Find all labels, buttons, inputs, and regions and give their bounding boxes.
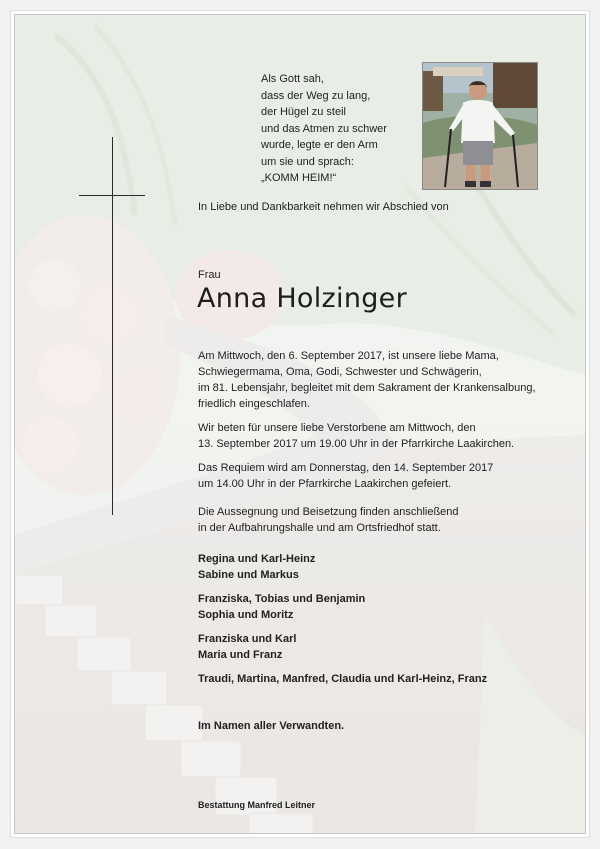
poem-line: dass der Weg zu lang,	[261, 89, 371, 102]
prayer-notice	[198, 420, 578, 452]
text-line: 13. September 2017 um 19.00 Uhr in der Pfarrkirche Laakirchen.	[198, 438, 515, 450]
poem-line: Als Gott sah,	[261, 73, 324, 85]
closing-line: Im Namen aller Verwandten.	[198, 720, 345, 732]
mourners-list	[198, 551, 487, 695]
burial-notice	[198, 504, 578, 536]
text-line: Die Aussegnung und Beisetzung finden anschließend	[198, 506, 459, 518]
text-line: in der Aufbahrungshalle und am Ortsfriedhof statt.	[198, 522, 441, 534]
obituary-card	[14, 14, 586, 834]
poem-line: „KOMM HEIM!“	[261, 172, 337, 184]
text-line: Schwiegermama, Oma, Godi, Schwester und Schwägerin,	[198, 366, 482, 378]
family-line: Franziska, Tobias und Benjamin	[198, 593, 366, 605]
deceased-name: Anna Holzinger	[197, 283, 407, 314]
family-line: Sophia und Moritz	[198, 609, 294, 621]
poem	[261, 71, 441, 187]
farewell-intro: In Liebe und Dankbarkeit nehmen wir Abschied von	[198, 201, 449, 213]
death-announcement	[198, 348, 578, 412]
poem-line: wurde, legte er den Arm	[261, 139, 378, 151]
family-group	[198, 591, 487, 623]
family-line: Sabine und Markus	[198, 569, 299, 581]
family-line: Franziska und Karl	[198, 633, 297, 645]
family-group	[198, 671, 487, 687]
text-line: Wir beten für unsere liebe Verstorbene am Mittwoch, den	[198, 422, 476, 434]
family-line: Regina und Karl-Heinz	[198, 553, 316, 565]
salutation: Frau	[198, 269, 221, 281]
poem-line: um sie und sprach:	[261, 155, 354, 168]
text-line: Das Requiem wird am Donnerstag, den 14. September 2017	[198, 462, 494, 474]
poem-line: der Hügel zu steil	[261, 106, 346, 118]
family-line: Traudi, Martina, Manfred, Claudia und Karl-Heinz, Franz	[198, 673, 488, 685]
family-group	[198, 631, 487, 663]
requiem-notice	[198, 460, 578, 492]
family-group	[198, 551, 487, 583]
cross-bar	[79, 195, 145, 196]
text-line: im 81. Lebensjahr, begleitet mit dem Sakrament der Krankensalbung,	[198, 382, 536, 394]
family-line: Maria und Franz	[198, 649, 283, 661]
text-line: friedlich eingeschlafen.	[198, 398, 310, 410]
poem-line: und das Atmen zu schwer	[261, 122, 387, 135]
undertaker-name: Bestattung Manfred Leitner	[198, 800, 316, 810]
text-line: Am Mittwoch, den 6. September 2017, ist unsere liebe Mama,	[198, 350, 499, 362]
cross-icon	[112, 137, 113, 515]
portrait-photo	[422, 62, 538, 190]
text-line: um 14.00 Uhr in der Pfarrkirche Laakirchen gefeiert.	[198, 478, 452, 490]
